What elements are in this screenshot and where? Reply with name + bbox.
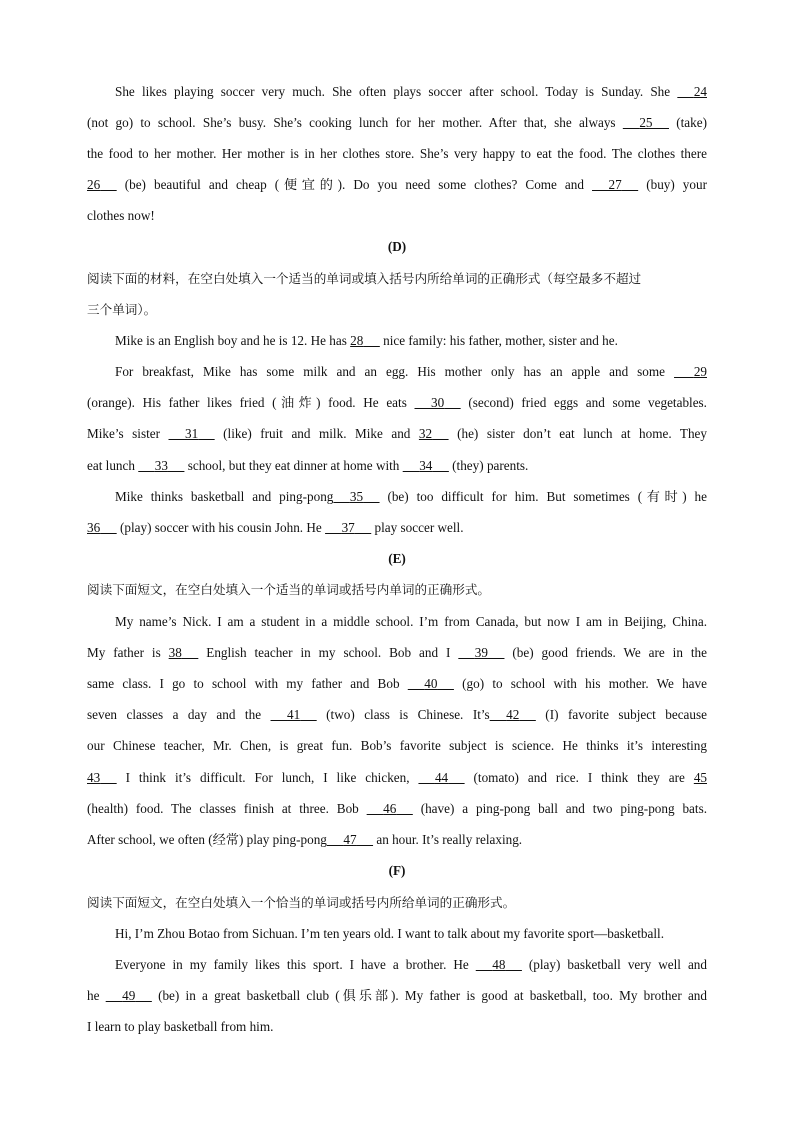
passage-f-line-2: Everyone in my family likes this sport. I have a brother. He 48 (play) basketball very well and <box>115 957 707 972</box>
section-e-instruction: 阅读下面短文，在空白处填入一个适当的单词或括号内单词的正确形式。 <box>87 582 490 597</box>
blank-36[interactable]: 36 <box>87 520 101 535</box>
blank-24[interactable]: 24 <box>693 84 707 99</box>
blank-38[interactable]: 38 <box>168 645 182 660</box>
section-d-instruction-1: 阅读下面的材料，在空白处填入一个适当的单词或填入括号内所给单词的正确形式（每空最多不超过 <box>87 271 642 286</box>
section-f-heading: (F) <box>388 863 406 878</box>
blank-25[interactable]: 25 <box>639 115 653 130</box>
passage-d-line-4: Mike’s sister 31 (like) fruit and milk. Mike and 32 (he) sister don’t eat lunch at home. They <box>87 426 707 441</box>
blank-27[interactable]: 27 <box>608 177 622 192</box>
passage-f-line-4: I learn to play basketball from him. <box>87 1019 274 1034</box>
passage-c-line-2: (not go) to school. She’s busy. She’s cooking lunch for her mother. After that, she always 25 (take) <box>87 115 707 130</box>
passage-e-line-7: (health) food. The classes finish at three. Bob 46 (have) a ping-pong ball and two ping-pong bats. <box>87 801 707 816</box>
passage-c-line-4: 26 (be) beautiful and cheap (便宜的). Do you need some clothes? Come and 27 (buy) your <box>87 177 707 192</box>
blank-35[interactable]: 35 <box>349 489 364 504</box>
blank-31[interactable]: 31 <box>184 426 199 441</box>
blank-42[interactable]: 42 <box>506 707 520 722</box>
blank-41[interactable]: 41 <box>287 707 301 722</box>
blank-47[interactable]: 47 <box>343 832 357 847</box>
blank-45[interactable]: 45 <box>693 770 707 785</box>
blank-37[interactable]: 37 <box>341 520 355 535</box>
passage-e-line-6: 43 I think it’s difficult. For lunch, I like chicken, 44 (tomato) and rice. I think they are 45 <box>87 770 707 785</box>
section-f-instruction: 阅读下面短文，在空白处填入一个恰当的单词或括号内所给单词的正确形式。 <box>87 895 516 910</box>
passage-e-line-3: same class. I go to school with my father and Bob 40 (go) to school with his mother. We have <box>87 676 707 691</box>
passage-d-line-5: eat lunch 33 school, but they eat dinner at home with 34 (they) parents. <box>87 458 529 473</box>
section-e-heading: (E) <box>388 551 406 566</box>
blank-29[interactable]: 29 <box>693 364 707 379</box>
blank-48[interactable]: 48 <box>492 957 506 972</box>
blank-40[interactable]: 40 <box>424 676 438 691</box>
blank-43[interactable]: 43 <box>87 770 101 785</box>
passage-d-line-6: Mike thinks basketball and ping-pong 35 (be) too difficult for him. But sometimes (有时) he <box>115 489 708 504</box>
passage-e-line-1: My name’s Nick. I am a student in a middle school. I’m from Canada, but now I am in Beijing, China. <box>115 614 707 629</box>
passage-e-line-5: our Chinese teacher, Mr. Chen, is great fun. Bob’s favorite subject is science. He thinks it’s interesting <box>87 738 707 753</box>
passage-c-line-5: clothes now! <box>87 208 155 223</box>
blank-30[interactable]: 30 <box>430 395 445 410</box>
passage-d-line-2: For breakfast, Mike has some milk and an egg. His mother only has an apple and some 29 <box>115 364 707 379</box>
blank-49[interactable]: 49 <box>122 988 136 1003</box>
passage-c-line-3: the food to her mother. Her mother is in her clothes store. She’s very happy to eat the food. The clothes there <box>87 146 707 161</box>
passage-d-line-3: (orange). His father likes fried (油炸) food. He eats 30 (second) fried eggs and some vegetables. <box>87 395 707 410</box>
section-d-instruction-2: 三个单词）。 <box>87 302 157 317</box>
blank-28[interactable]: 28 <box>350 333 364 348</box>
passage-e-line-8: After school, we often (经常) play ping-pong 47 an hour. It’s really relaxing. <box>87 832 523 847</box>
blank-44[interactable]: 44 <box>434 770 449 785</box>
blank-34[interactable]: 34 <box>419 458 433 473</box>
blank-33[interactable]: 33 <box>154 458 168 473</box>
blank-26[interactable]: 26 <box>87 177 101 192</box>
passage-f-line-3: he 49 (be) in a great basketball club (俱乐部). My father is good at basketball, too. My brother and <box>87 988 707 1003</box>
passage-e-line-2: My father is 38 English teacher in my school. Bob and I 39 (be) good friends. We are in the <box>87 645 707 660</box>
blank-46[interactable]: 46 <box>383 801 397 816</box>
passage-c-line-1: She likes playing soccer very much. She often plays soccer after school. Today is Sunday. She 24 <box>115 84 707 99</box>
blank-39[interactable]: 39 <box>474 645 488 660</box>
passage-d-line-1: Mike is an English boy and he is 12. He has 28 nice family: his father, mother, sister and he. <box>115 333 618 348</box>
passage-d-line-7: 36 (play) soccer with his cousin John. He 37 play soccer well. <box>87 520 464 535</box>
passage-f-line-1: Hi, I’m Zhou Botao from Sichuan. I’m ten years old. I want to talk about my favorite sport—basketball. <box>115 926 664 941</box>
passage-e-line-4: seven classes a day and the 41 (two) class is Chinese. It’s 42 (I) favorite subject because <box>87 707 707 722</box>
section-d-heading: (D) <box>387 239 407 254</box>
blank-32[interactable]: 32 <box>418 426 433 441</box>
